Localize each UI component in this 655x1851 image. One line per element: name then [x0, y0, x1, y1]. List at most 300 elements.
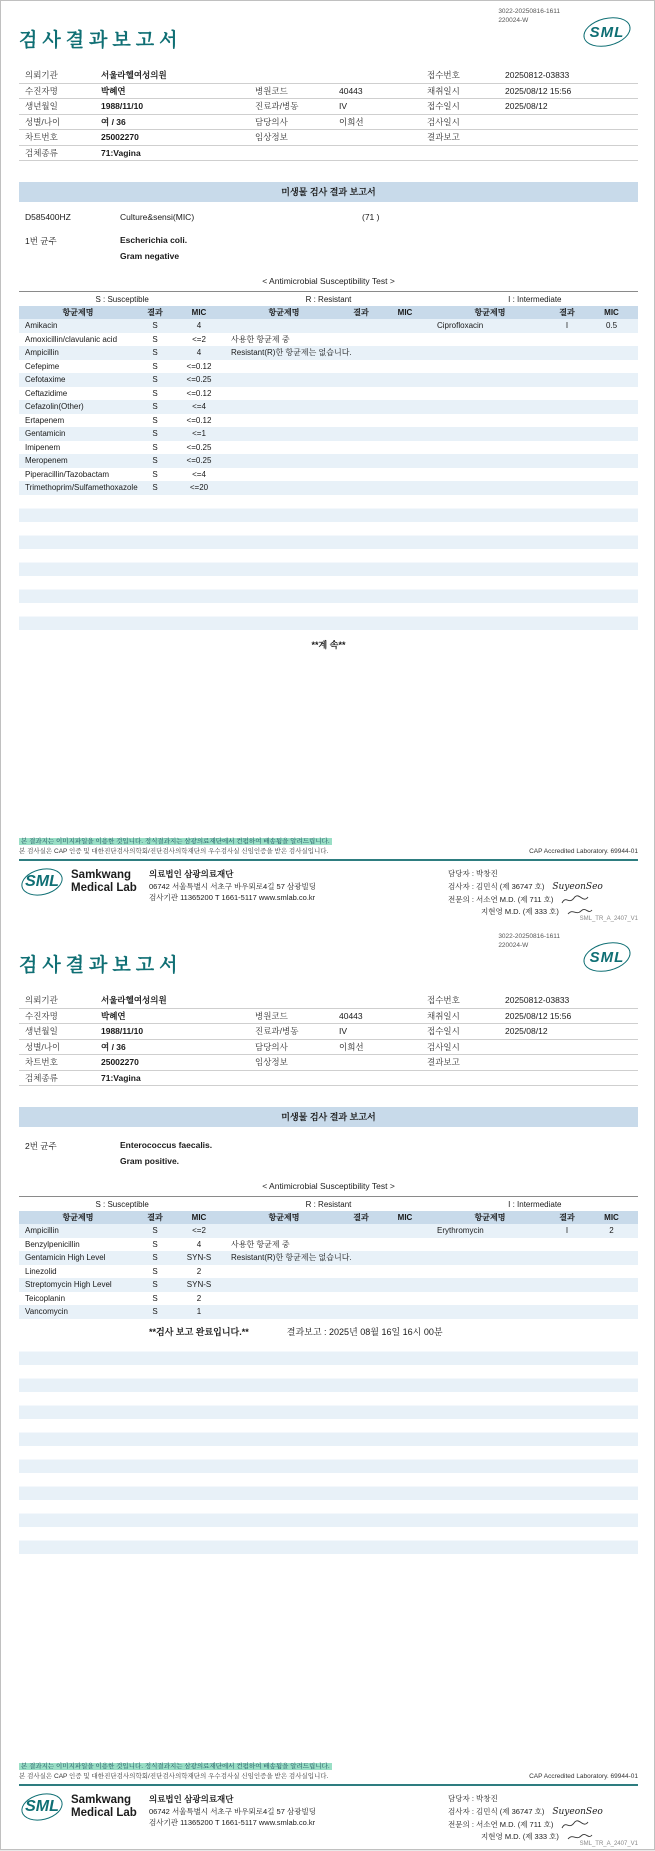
signature-icon: [561, 895, 589, 905]
drug-name: [431, 387, 549, 401]
drug-name: [431, 1278, 549, 1292]
ast-title: < Antimicrobial Susceptibility Test >: [262, 276, 395, 286]
drug-name: [431, 481, 549, 495]
patient-value: 1988/11/10: [101, 101, 144, 112]
patient-value: 서울라헬여성의원: [101, 995, 167, 1006]
drug-name: [431, 1251, 549, 1265]
result-value: [343, 1305, 379, 1319]
result-value: [549, 1292, 585, 1306]
drug-name: [431, 454, 549, 468]
mic-value: [379, 400, 431, 414]
staff-block: [448, 1793, 638, 1843]
result-value: [549, 1278, 585, 1292]
drug-name: Teicoplanin: [25, 1293, 66, 1303]
signature-icon: [561, 1820, 589, 1830]
mic-value: [379, 373, 431, 387]
result-value: S: [152, 334, 158, 344]
drug-name: Ertapenem: [25, 415, 65, 425]
mic-value: <=1: [192, 429, 206, 438]
empty-rows-stripes: [19, 1338, 638, 1566]
col-header-mic: MIC: [397, 1213, 413, 1222]
disclaimer-line-2: [19, 1772, 638, 1782]
result-value: S: [152, 388, 158, 398]
mic-value: [585, 387, 638, 401]
drug-name: Cefepime: [25, 361, 60, 371]
patient-info-table: [19, 68, 638, 161]
mic-value: [379, 1278, 431, 1292]
result-value: [549, 468, 585, 482]
result-value: S: [152, 361, 158, 371]
patient-info-table: [19, 993, 638, 1086]
ast-column-headers: [19, 306, 638, 319]
drug-name: Gentamicin High Level: [25, 1253, 106, 1262]
mic-value: <=2: [192, 334, 206, 344]
result-value: [343, 1278, 379, 1292]
cap-statement: 본 검사실은 CAP 인증 및 대한진단검사의학회/진단검사의학재단의 우수검사실 신임인증을 받은 검사실입니다.: [19, 847, 329, 855]
patient-label: 담당의사: [255, 116, 288, 127]
mic-value: <=0.12: [186, 361, 212, 371]
result-value: S: [152, 1307, 158, 1316]
drug-name: Cefotaxime: [25, 375, 66, 384]
note-or-drug-name: [225, 1224, 343, 1238]
mic-value: [379, 1238, 431, 1252]
col-header-mic: MIC: [604, 308, 619, 317]
document-ref: [498, 933, 560, 951]
drug-name: [431, 468, 549, 482]
col-header-drug: 항균제명: [268, 308, 300, 317]
legend-intermediate: I : Intermediate: [508, 1200, 562, 1209]
patient-value: 박혜연: [101, 1010, 126, 1021]
mic-value: [379, 333, 431, 347]
drug-name: [431, 1238, 549, 1252]
note-or-drug-name: [225, 414, 343, 428]
ast-row: [19, 360, 638, 374]
col-header-mic: MIC: [191, 308, 207, 317]
sml-logo-mark: SML: [19, 868, 65, 896]
ast-legend: [19, 1196, 638, 1211]
patient-label: 차트번호: [25, 1057, 58, 1068]
patient-label: 병원코드: [255, 85, 288, 96]
patient-value: 여 / 36: [101, 1041, 126, 1052]
drug-name: [431, 333, 549, 347]
col-header-result: 결과: [353, 1213, 369, 1222]
ast-row: [19, 346, 638, 360]
result-value: S: [152, 456, 158, 465]
result-value: S: [152, 1280, 158, 1289]
patient-label: 채취일시: [427, 1010, 460, 1021]
drug-name: [431, 441, 549, 455]
result-value: [343, 1292, 379, 1306]
patient-value: 여 / 36: [101, 116, 126, 127]
patient-info-row: [19, 84, 638, 100]
mic-value: [379, 468, 431, 482]
result-value: [343, 387, 379, 401]
mic-value: 2: [609, 1226, 614, 1235]
ast-row: [19, 1251, 638, 1265]
patient-label: 생년월일: [25, 101, 58, 112]
mic-value: SYN-S: [186, 1280, 212, 1289]
patient-label: 채취일시: [427, 85, 460, 96]
section-band: 미생물 검사 결과 보고서: [19, 1107, 638, 1127]
result-value: [343, 346, 379, 360]
patient-label: 의뢰기관: [25, 995, 58, 1006]
empty-rows-stripes: [19, 495, 638, 630]
legend-resistant: R : Resistant: [305, 1200, 352, 1209]
mic-value: [379, 319, 431, 333]
drug-name: Ampicillin: [25, 348, 59, 357]
ast-row: [19, 400, 638, 414]
result-value: [549, 400, 585, 414]
mic-value: <=0.12: [186, 415, 212, 425]
col-header-mic: MIC: [604, 1213, 619, 1222]
result-value: [343, 414, 379, 428]
signature-text: SuyeonSeo: [552, 881, 603, 892]
patient-value: 40443: [339, 1010, 363, 1021]
disclaimer-line-2: [19, 847, 638, 857]
result-value: I: [565, 321, 569, 330]
staff-examiner: 검사자 : 김민식 (제 36747 호) SuyeonSeo: [448, 1805, 638, 1819]
note-or-drug-name: Resistant(R)한 항균제는 없습니다.: [231, 348, 352, 357]
patient-info-row: [19, 993, 638, 1009]
sml-logo-text: SML: [589, 23, 625, 41]
ast-row: [19, 414, 638, 428]
patient-label: 검사일시: [427, 116, 460, 127]
mic-value: 4: [196, 321, 202, 330]
ref-line-1: 3022-20250816-1611: [498, 933, 560, 940]
mic-value: [379, 1251, 431, 1265]
patient-label: 검체종류: [25, 1072, 58, 1083]
ast-row: [19, 1238, 638, 1252]
strain-label: 2번 균주: [25, 1141, 57, 1151]
result-value: S: [152, 402, 158, 411]
sml-logo-mark: [580, 942, 634, 972]
patient-value: 40443: [339, 85, 363, 96]
lab-name: Samkwang Medical Lab: [71, 1793, 137, 1819]
result-value: S: [152, 321, 158, 330]
ref-line-1: 3022-20250816-1611: [498, 8, 560, 15]
mic-value: 4: [196, 1239, 202, 1249]
mic-value: [379, 441, 431, 455]
ast-table: [19, 319, 638, 495]
disclaimer-line-1: 본 결과지는 이미지파일을 이용한 것입니다. 정식결과지는 삼광의료재단에서 컨펌하여 배송됨을 알려드립니다.: [21, 1763, 330, 1771]
ref-line-2: 220024-W: [498, 16, 529, 24]
drug-name: Erythromycin: [437, 1226, 484, 1235]
drug-name: Cefazolin(Other): [25, 402, 84, 411]
mic-value: <=20: [189, 483, 209, 492]
mic-value: 1: [196, 1307, 202, 1316]
patient-label: 수진자명: [25, 85, 58, 96]
patient-value: 71:Vagina: [101, 1072, 141, 1083]
result-value: [549, 1305, 585, 1319]
footer-content: [19, 1793, 638, 1843]
note-or-drug-name: 사용한 항균제 중: [231, 1239, 290, 1249]
patient-info-row: [19, 1024, 638, 1040]
result-value: S: [152, 1266, 158, 1276]
patient-label: 검체종류: [25, 147, 58, 158]
drug-name: Vancomycin: [25, 1307, 68, 1316]
result-value: [343, 400, 379, 414]
footer-logo: [19, 868, 149, 896]
mic-value: [379, 387, 431, 401]
result-value: [549, 1251, 585, 1265]
staff-specialist-2: 지현영 M.D. (제 333 호): [448, 1831, 638, 1843]
patient-label: 수진자명: [25, 1010, 58, 1021]
result-value: S: [152, 429, 158, 438]
continued-marker: **계 속**: [311, 639, 346, 650]
patient-label: 진료과/병동: [255, 1026, 299, 1037]
report-timestamp: 결과보고 : 2025년 08월 16일 16시 00분: [286, 1326, 443, 1337]
col-header-drug: 항균제명: [62, 308, 94, 317]
completion-message: **검사 보고 완료입니다.**: [149, 1326, 249, 1337]
mic-value: [585, 481, 638, 495]
form-version: SML_TR_A_2407_V1: [579, 1841, 638, 1847]
patient-value: 20250812-03833: [505, 995, 570, 1006]
page-2: [1, 926, 655, 1851]
result-value: [549, 333, 585, 347]
result-value: I: [565, 1226, 569, 1235]
mic-value: [379, 1305, 431, 1319]
ast-row: [19, 1265, 638, 1279]
result-value: S: [152, 1293, 158, 1303]
note-or-drug-name: [225, 1292, 343, 1306]
patient-value: 20250812-03833: [505, 70, 570, 81]
mic-value: [379, 427, 431, 441]
ast-row: [19, 1278, 638, 1292]
specimen-test: Culture&sensi(MIC): [120, 212, 195, 222]
patient-value: 이희선: [339, 1041, 364, 1052]
mic-value: [585, 360, 638, 374]
patient-value: 1988/11/10: [101, 1026, 144, 1037]
completion-row: [19, 1325, 638, 1338]
strain-block: [19, 235, 638, 261]
lab-address-block: [149, 868, 389, 904]
mic-value: <=0.25: [186, 375, 212, 384]
mic-value: [379, 1265, 431, 1279]
drug-name: Linezolid: [25, 1266, 57, 1276]
patient-value: 서울라헬여성의원: [101, 70, 167, 81]
footer-divider: [19, 859, 638, 861]
result-value: [343, 1224, 379, 1238]
mic-value: [585, 400, 638, 414]
note-or-drug-name: [225, 427, 343, 441]
ast-row: [19, 1224, 638, 1238]
mic-value: <=0.25: [186, 442, 212, 452]
ast-row: [19, 454, 638, 468]
result-value: S: [152, 415, 158, 425]
specimen-row: [19, 212, 638, 222]
mic-value: [585, 1238, 638, 1252]
mic-value: [585, 1251, 638, 1265]
ast-row: [19, 333, 638, 347]
footer-logo: [19, 1793, 149, 1821]
patient-label: 의뢰기관: [25, 70, 58, 81]
col-header-result: 결과: [147, 1213, 163, 1222]
note-or-drug-name: [225, 468, 343, 482]
result-value: [343, 468, 379, 482]
legend-susceptible: S : Susceptible: [95, 1200, 149, 1209]
ref-line-2: 220024-W: [498, 941, 529, 949]
strain-label: 1번 균주: [25, 236, 57, 246]
ast-row: [19, 481, 638, 495]
sml-logo-text: SML: [589, 948, 625, 966]
mic-value: [379, 1292, 431, 1306]
mic-value: [585, 373, 638, 387]
mic-value: [585, 468, 638, 482]
disclaimer-line-1: 본 결과지는 이미지파일을 이용한 것입니다. 정식결과지는 삼광의료재단에서 컨펌하여 배송됨을 알려드립니다.: [21, 838, 330, 846]
document-ref: [498, 8, 560, 26]
result-value: [549, 427, 585, 441]
mic-value: [585, 1305, 638, 1319]
result-value: [549, 373, 585, 387]
patient-label: 생년월일: [25, 1026, 58, 1037]
org-address: 06742 서울특별시 서초구 바우뫼로4길 57 삼광빌딩: [149, 1806, 316, 1816]
mic-value: [585, 333, 638, 347]
patient-value: 2025/08/12 15:56: [505, 85, 572, 96]
patient-value: 71:Vagina: [101, 147, 141, 158]
staff-specialist-2: 지현영 M.D. (제 333 호): [448, 906, 638, 918]
ast-row: [19, 441, 638, 455]
page-footer: [19, 837, 638, 922]
drug-name: Streptomycin High Level: [25, 1280, 112, 1289]
drug-name: Ciprofloxacin: [437, 321, 484, 330]
patient-value: 2025/08/12 15:56: [505, 1010, 572, 1021]
result-value: [343, 360, 379, 374]
drug-name: Amikacin: [25, 321, 58, 330]
mic-value: [379, 414, 431, 428]
gram-stain: Gram positive.: [120, 1156, 180, 1166]
drug-name: Gentamicin: [25, 429, 66, 438]
drug-name: Ampicillin: [25, 1226, 59, 1235]
ast-title: < Antimicrobial Susceptibility Test >: [262, 1181, 395, 1191]
mic-value: [585, 346, 638, 360]
patient-info-row: [19, 1055, 638, 1071]
drug-name: [431, 373, 549, 387]
col-header-mic: MIC: [191, 1213, 207, 1222]
result-value: [549, 441, 585, 455]
mic-value: <=0.25: [186, 456, 212, 465]
patient-value: 2025/08/12: [505, 101, 548, 112]
drug-name: [431, 1305, 549, 1319]
staff-specialist-1: 전문의 : 서소연 M.D. (제 711 호): [448, 1819, 638, 1831]
result-value: [343, 454, 379, 468]
drug-name: Ceftazidime: [25, 388, 68, 398]
patient-info-row: [19, 1071, 638, 1087]
sml-logo-mark: [580, 17, 634, 47]
patient-info-row: [19, 68, 638, 84]
result-value: [343, 1265, 379, 1279]
ast-row: [19, 319, 638, 333]
result-value: [343, 373, 379, 387]
patient-label: 검사일시: [427, 1041, 460, 1052]
staff-specialist-1: 전문의 : 서소연 M.D. (제 711 호): [448, 894, 638, 906]
drug-name: Amoxicillin/clavulanic acid: [25, 334, 118, 344]
result-value: [343, 481, 379, 495]
mic-value: [379, 346, 431, 360]
note-or-drug-name: [225, 1305, 343, 1319]
patient-value: 이희선: [339, 116, 364, 127]
specimen-code: D585400HZ: [25, 212, 71, 222]
col-header-drug: 항균제명: [474, 1213, 506, 1222]
result-value: [343, 427, 379, 441]
drug-name: Meropenem: [25, 456, 68, 465]
ast-row: [19, 1305, 638, 1319]
cap-accreditation: CAP Accredited Laboratory. 69944-01: [529, 847, 638, 855]
mic-value: [379, 360, 431, 374]
drug-name: [431, 414, 549, 428]
result-value: S: [152, 442, 158, 452]
result-value: [549, 1265, 585, 1279]
patient-info-row: [19, 115, 638, 131]
mic-value: 2: [196, 1293, 202, 1303]
patient-label: 접수번호: [427, 70, 460, 81]
ast-row: [19, 427, 638, 441]
lab-name: Samkwang Medical Lab: [71, 868, 137, 894]
note-or-drug-name: [225, 1265, 343, 1279]
drug-name: [431, 346, 549, 360]
patient-label: 결과보고: [427, 1057, 460, 1068]
patient-label: 임상정보: [255, 132, 288, 143]
result-value: [549, 1238, 585, 1252]
patient-label: 접수번호: [427, 995, 460, 1006]
result-value: S: [152, 1253, 158, 1262]
note-or-drug-name: [225, 373, 343, 387]
patient-value: IV: [339, 1026, 348, 1037]
col-header-result: 결과: [559, 1213, 575, 1222]
note-or-drug-name: [225, 360, 343, 374]
mic-value: 0.5: [605, 321, 618, 330]
footer-content: [19, 868, 638, 918]
col-header-mic: MIC: [397, 308, 413, 317]
specimen-note: (71 ): [362, 212, 380, 222]
lab-address-block: [149, 1793, 389, 1829]
col-header-drug: 항균제명: [268, 1213, 300, 1222]
patient-label: 성별/나이: [25, 116, 61, 127]
drug-name: [431, 427, 549, 441]
drug-name: Trimethoprim/Sulfamethoxazole: [25, 483, 138, 492]
mic-value: [585, 1292, 638, 1306]
mic-value: [585, 427, 638, 441]
patient-info-row: [19, 1009, 638, 1025]
page-1: [1, 1, 655, 926]
legend-intermediate: I : Intermediate: [508, 295, 562, 304]
page-title: 검사결과보고서: [19, 955, 183, 976]
result-value: [549, 454, 585, 468]
ast-row: [19, 1292, 638, 1306]
result-value: S: [152, 483, 158, 492]
page-footer: [19, 1762, 638, 1847]
mic-value: <=4: [192, 402, 206, 411]
result-value: [343, 1251, 379, 1265]
patient-label: 진료과/병동: [255, 101, 299, 112]
ast-column-headers: [19, 1211, 638, 1224]
col-header-result: 결과: [147, 308, 163, 317]
patient-info-row: [19, 146, 638, 162]
mic-value: [585, 414, 638, 428]
org-contact: 검사기관 11365200 T 1661-5117 www.smlab.co.kr: [149, 1818, 316, 1828]
legend-resistant: R : Resistant: [305, 295, 352, 304]
note-or-drug-name: [225, 319, 343, 333]
note-or-drug-name: [225, 481, 343, 495]
staff-examiner: 검사자 : 김민식 (제 36747 호) SuyeonSeo: [448, 880, 638, 894]
result-value: [343, 441, 379, 455]
cap-statement: 본 검사실은 CAP 인증 및 대한진단검사의학회/진단검사의학재단의 우수검사실 신임인증을 받은 검사실입니다.: [19, 1772, 329, 1780]
ast-row: [19, 468, 638, 482]
result-value: [549, 481, 585, 495]
result-value: [549, 387, 585, 401]
patient-info-row: [19, 130, 638, 146]
patient-label: 임상정보: [255, 1057, 288, 1068]
patient-value: 25002270: [101, 132, 139, 143]
